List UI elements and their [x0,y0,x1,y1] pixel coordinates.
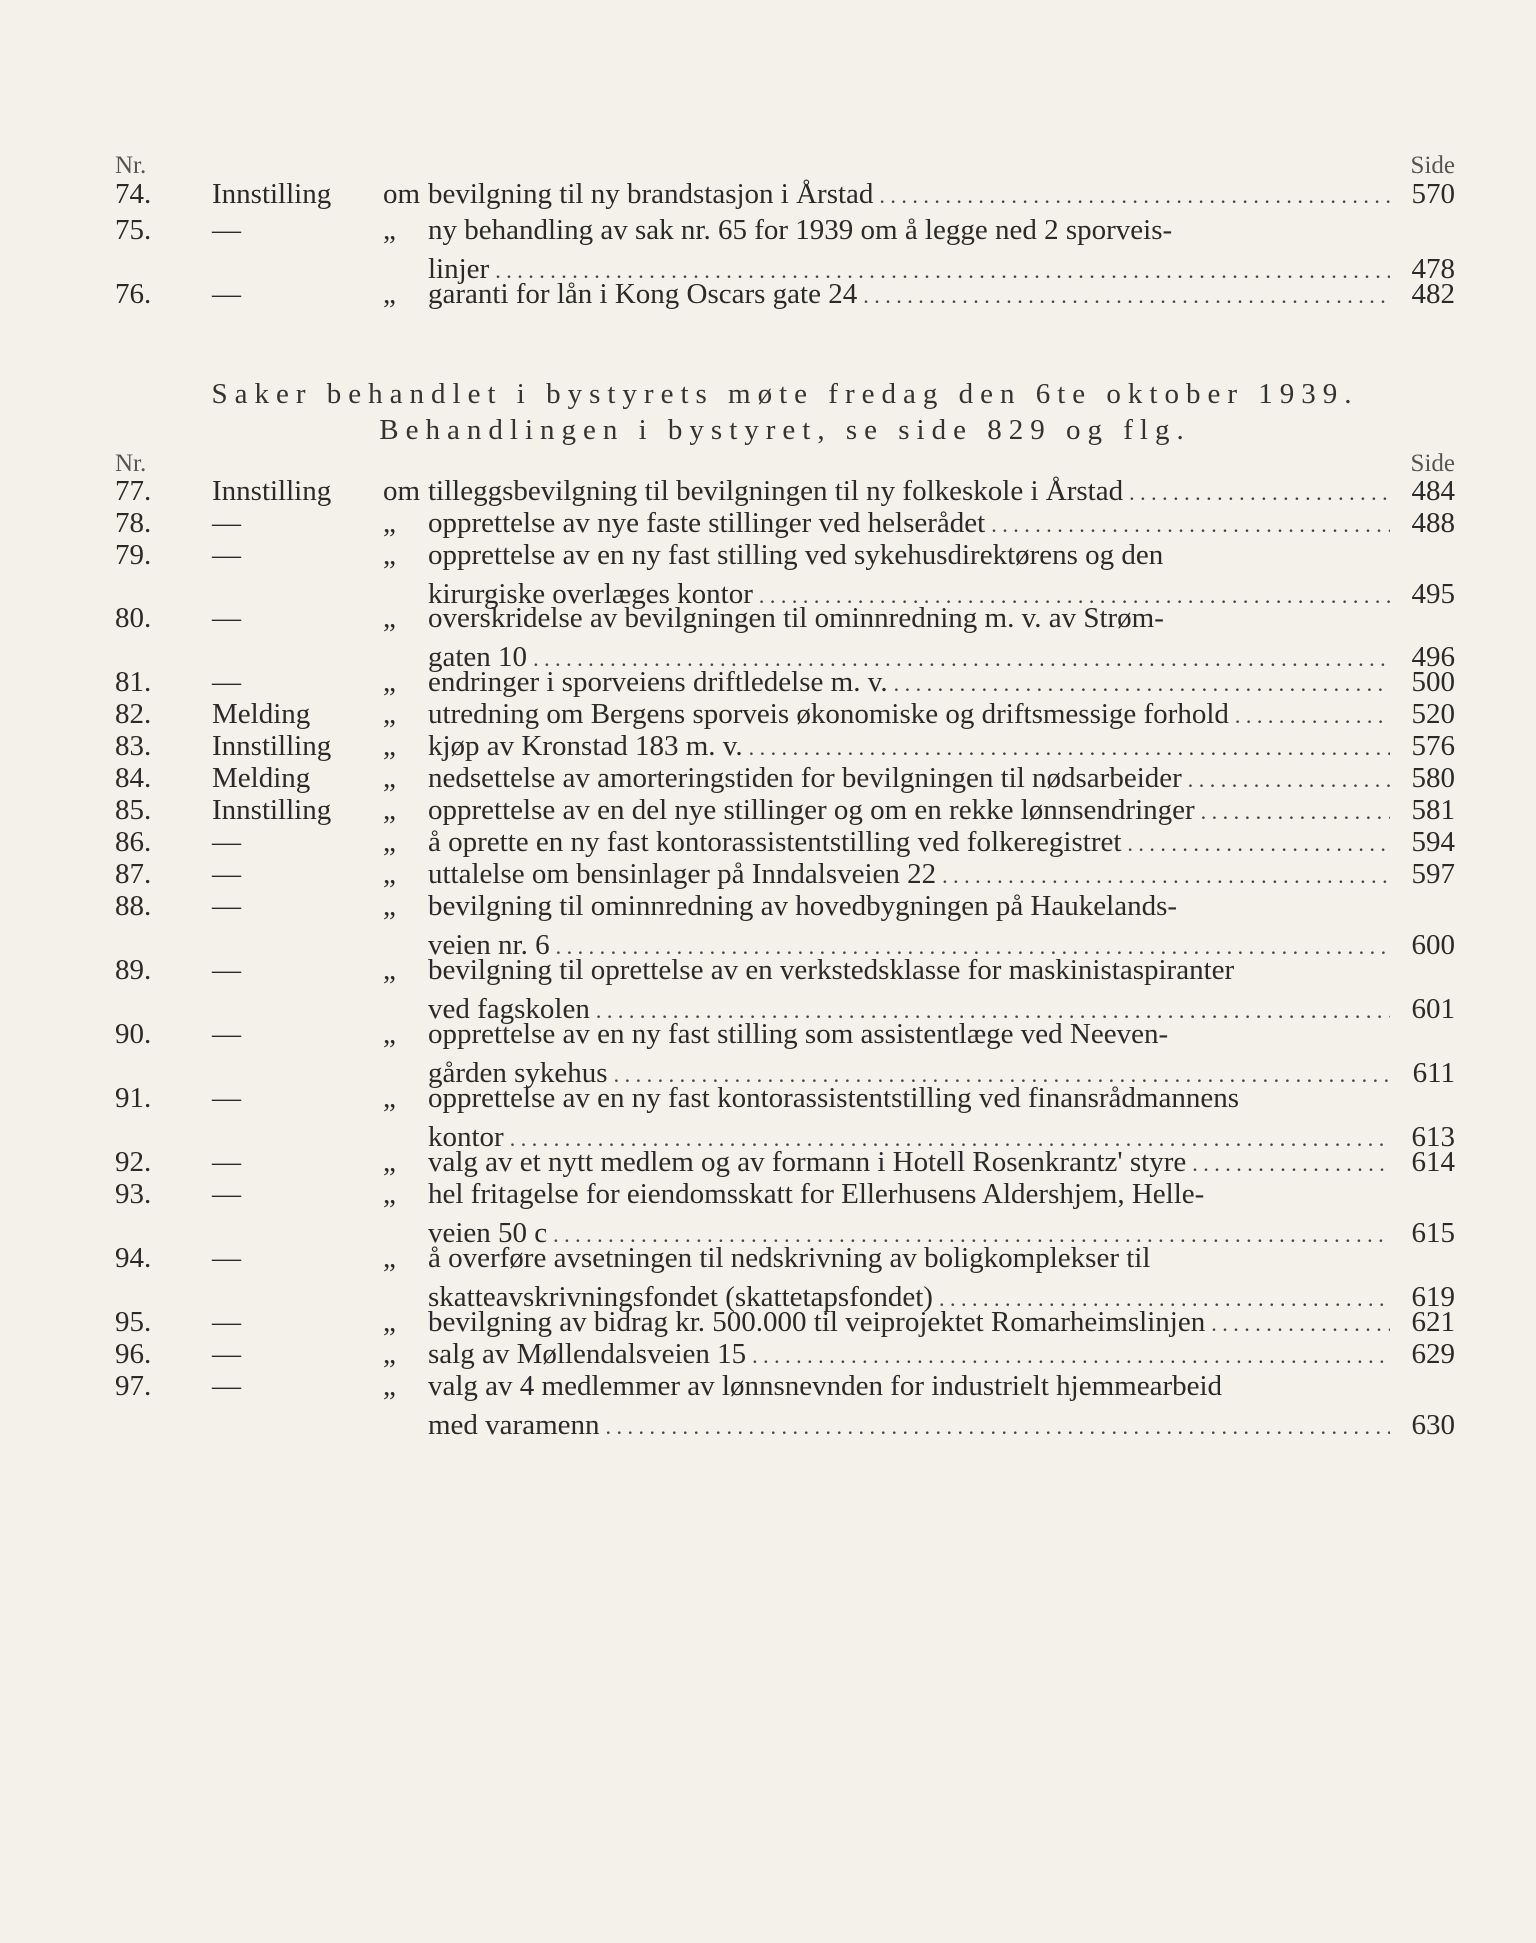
entry-ditto: „ [383,1146,396,1178]
entry-ditto: „ [383,794,396,826]
entry-number: 84. [115,762,152,794]
entry-page: 597 [1411,858,1455,890]
list-item [0,275,1536,385]
entry-kind: — [212,1242,241,1274]
entry-page: 482 [1411,278,1455,310]
entry-page: 629 [1411,1338,1455,1370]
entry-kind: Innstilling [212,794,332,826]
entry-number: 90. [115,1018,152,1050]
entry-line: ved fagskolen . . . [428,990,1390,1029]
entry-line: gården sykehus . . . [428,1054,1390,1093]
section-heading: Saker behandlet i bystyrets møte fredag den 6te oktober 1939. [211,378,1359,410]
entry-number: 75. [115,214,152,246]
entry-kind: — [212,539,241,571]
entry-line: hel fritagelse for eiendomsskatt for Ellerhusens Aldershjem, Helle- [428,1178,1205,1210]
entry-kind: — [212,1082,241,1114]
entry-ditto: „ [383,214,396,246]
entry-page: 615 [1411,1217,1455,1249]
side-header: Side [1410,152,1455,179]
entry-line: salg av Møllendalsveien 15 . . . [428,1335,1390,1374]
entry-page: 488 [1411,507,1455,539]
entry-line: kjøp av Kronstad 183 m. v. . . . [428,727,1390,766]
entry-page: 576 [1411,730,1455,762]
entry-line: veien nr. 6 . . . [428,926,1390,965]
entry-ditto: „ [383,1082,396,1114]
side-header: Side [1410,450,1455,477]
entry-ditto: „ [383,890,396,922]
entry-kind: — [212,602,241,634]
entry-kind: — [212,954,241,986]
entry-line: veien 50 c . . . [428,1214,1390,1253]
entry-number: 80. [115,602,152,634]
entry-line: valg av et nytt medlem og av formann i Hotell Rosenkrantz' styre . . . [428,1143,1390,1182]
entry-line: opprettelse av en ny fast kontorassistentstilling ved finansrådmannens [428,1082,1240,1114]
entry-description [428,175,1390,214]
leader-dots [879,176,1390,215]
nr-header: Nr. [115,450,147,477]
entry-kind: — [212,666,241,698]
entry-line: overskridelse av bevilgningen til ominnredning m. v. av Strøm- [428,602,1164,634]
entry-page: 581 [1411,794,1455,826]
entry-line: gaten 10 . . . [428,638,1390,677]
entry-line: opprettelse av en ny fast stilling som assistentlæge ved Neeven- [428,1018,1169,1050]
entry-line: bevilgning av bidrag kr. 500.000 til veiprojektet Romarheimslinjen . . . [428,1303,1390,1342]
entry-line: kirurgiske overlæges kontor . . . [428,575,1390,614]
entry-number: 86. [115,826,152,858]
entry-ditto: „ [383,602,396,634]
entry-line: med varamenn . . . [428,1406,1390,1445]
entry-ditto: „ [383,1018,396,1050]
entry-line: tilleggsbevilgning til bevilgningen til ny folkeskole i Årstad . . . [428,472,1390,511]
entry-page: 601 [1411,993,1455,1025]
entry-line: uttalelse om bensinlager på Inndalsveien 22 . . . [428,855,1390,894]
entry-kind: — [212,1306,241,1338]
nr-header: Nr. [115,152,147,179]
entry-ditto: „ [383,507,396,539]
entry-number: 82. [115,698,152,730]
entry-line: bevilgning til oprettelse av en verkstedsklasse for maskinistaspiranter [428,954,1235,986]
entry-line: valg av 4 medlemmer av lønnsnevnden for industrielt hjemmearbeid [428,1370,1223,1402]
entry-ditto: „ [383,539,396,571]
entry-page: 580 [1411,762,1455,794]
entry-kind: — [212,826,241,858]
entry-page: 619 [1411,1281,1455,1313]
entry-kind: — [212,214,241,246]
entry-number: 93. [115,1178,152,1210]
entry-ditto: „ [383,954,396,986]
entry-line: ny behandling av sak nr. 65 for 1939 om å legge ned 2 sporveis- [428,214,1173,246]
entry-line: opprettelse av en ny fast stilling ved sykehusdirektørens og den [428,539,1164,571]
entry-line: bevilgning til ny brandstasjon i Årstad . . . [428,175,1390,214]
entry-number: 97. [115,1370,152,1402]
entry-ditto: „ [383,1370,396,1402]
entry-number: 95. [115,1306,152,1338]
entry-page: 621 [1411,1306,1455,1338]
leader-dots [606,1407,1390,1446]
entry-kind: — [212,890,241,922]
entry-page: 495 [1411,578,1455,610]
entry-line: nedsettelse av amorteringstiden for bevilgningen til nødsarbeider . . . [428,759,1390,798]
entry-number: 88. [115,890,152,922]
entry-number: 85. [115,794,152,826]
entry-ditto: „ [383,730,396,762]
entry-kind: — [212,507,241,539]
entry-kind: — [212,1018,241,1050]
entry-line: utredning om Bergens sporveis økonomiske og driftsmessige forhold . . . [428,695,1390,734]
entry-page: 496 [1411,641,1455,673]
entry-page: 500 [1411,666,1455,698]
entry-number: 91. [115,1082,152,1114]
entry-line: å overføre avsetningen til nedskrivning av boligkomplekser til [428,1242,1151,1274]
entry-number: 77. [115,475,152,507]
entry-kind: — [212,1370,241,1402]
entry-number: 78. [115,507,152,539]
leader-dots [863,276,1390,315]
entry-ditto: „ [383,858,396,890]
entry-ditto: „ [383,278,396,310]
entry-number: 79. [115,539,152,571]
entry-number: 74. [115,178,152,210]
entry-page: 614 [1411,1146,1455,1178]
entry-number: 81. [115,666,152,698]
entry-number: 94. [115,1242,152,1274]
entry-kind: — [212,858,241,890]
entry-kind: Innstilling [212,178,332,210]
entry-page: 611 [1412,1057,1455,1089]
entry-ditto: „ [383,666,396,698]
entry-kind: — [212,1146,241,1178]
entry-page: 600 [1411,929,1455,961]
entry-kind: Melding [212,762,311,794]
entry-number: 87. [115,858,152,890]
entry-line: skatteavskrivningsfondet (skattetapsfondet) . . . [428,1278,1390,1317]
entry-description [428,275,1390,314]
entry-ditto: om [383,178,421,210]
entry-number: 76. [115,278,152,310]
entry-number: 89. [115,954,152,986]
entry-kind: — [212,1178,241,1210]
entry-ditto: „ [383,1242,396,1274]
entry-page: 570 [1411,178,1455,210]
entry-ditto: „ [383,1178,396,1210]
entry-page: 478 [1411,253,1455,285]
entry-kind: — [212,1338,241,1370]
entry-kind: Innstilling [212,475,332,507]
entry-kind: — [212,278,241,310]
entry-ditto: „ [383,1338,396,1370]
entry-kind: Melding [212,698,311,730]
entry-ditto: „ [383,698,396,730]
entry-ditto: om [383,475,421,507]
entry-page: 520 [1411,698,1455,730]
entry-line: opprettelse av en del nye stillinger og om en rekke lønnsendringer . . . [428,791,1390,830]
entry-page: 630 [1411,1409,1455,1441]
entry-line: garanti for lån i Kong Oscars gate 24 . . . [428,275,1390,314]
entry-line: endringer i sporveiens driftledelse m. v. . . . [428,663,1390,702]
entry-line: bevilgning til ominnredning av hovedbygningen på Haukelands- [428,890,1178,922]
entry-page: 484 [1411,475,1455,507]
entry-ditto: „ [383,1306,396,1338]
entry-page: 594 [1411,826,1455,858]
entry-line: å oprette en ny fast kontorassistentstilling ved folkeregistret . . . [428,823,1390,862]
entry-number: 83. [115,730,152,762]
entry-description [428,1367,1390,1445]
entry-number: 96. [115,1338,152,1370]
list-item [0,1367,1536,1477]
section-subheading: Behandlingen i bystyret, se side 829 og flg. [379,414,1191,446]
entry-ditto: „ [383,826,396,858]
entry-page: 613 [1411,1121,1455,1153]
entry-line: linjer . . . [428,250,1390,289]
entry-ditto: „ [383,762,396,794]
entry-kind: Innstilling [212,730,332,762]
entry-number: 92. [115,1146,152,1178]
entry-line: opprettelse av nye faste stillinger ved helserådet . . . [428,504,1390,543]
entry-line: kontor . . . [428,1118,1390,1157]
